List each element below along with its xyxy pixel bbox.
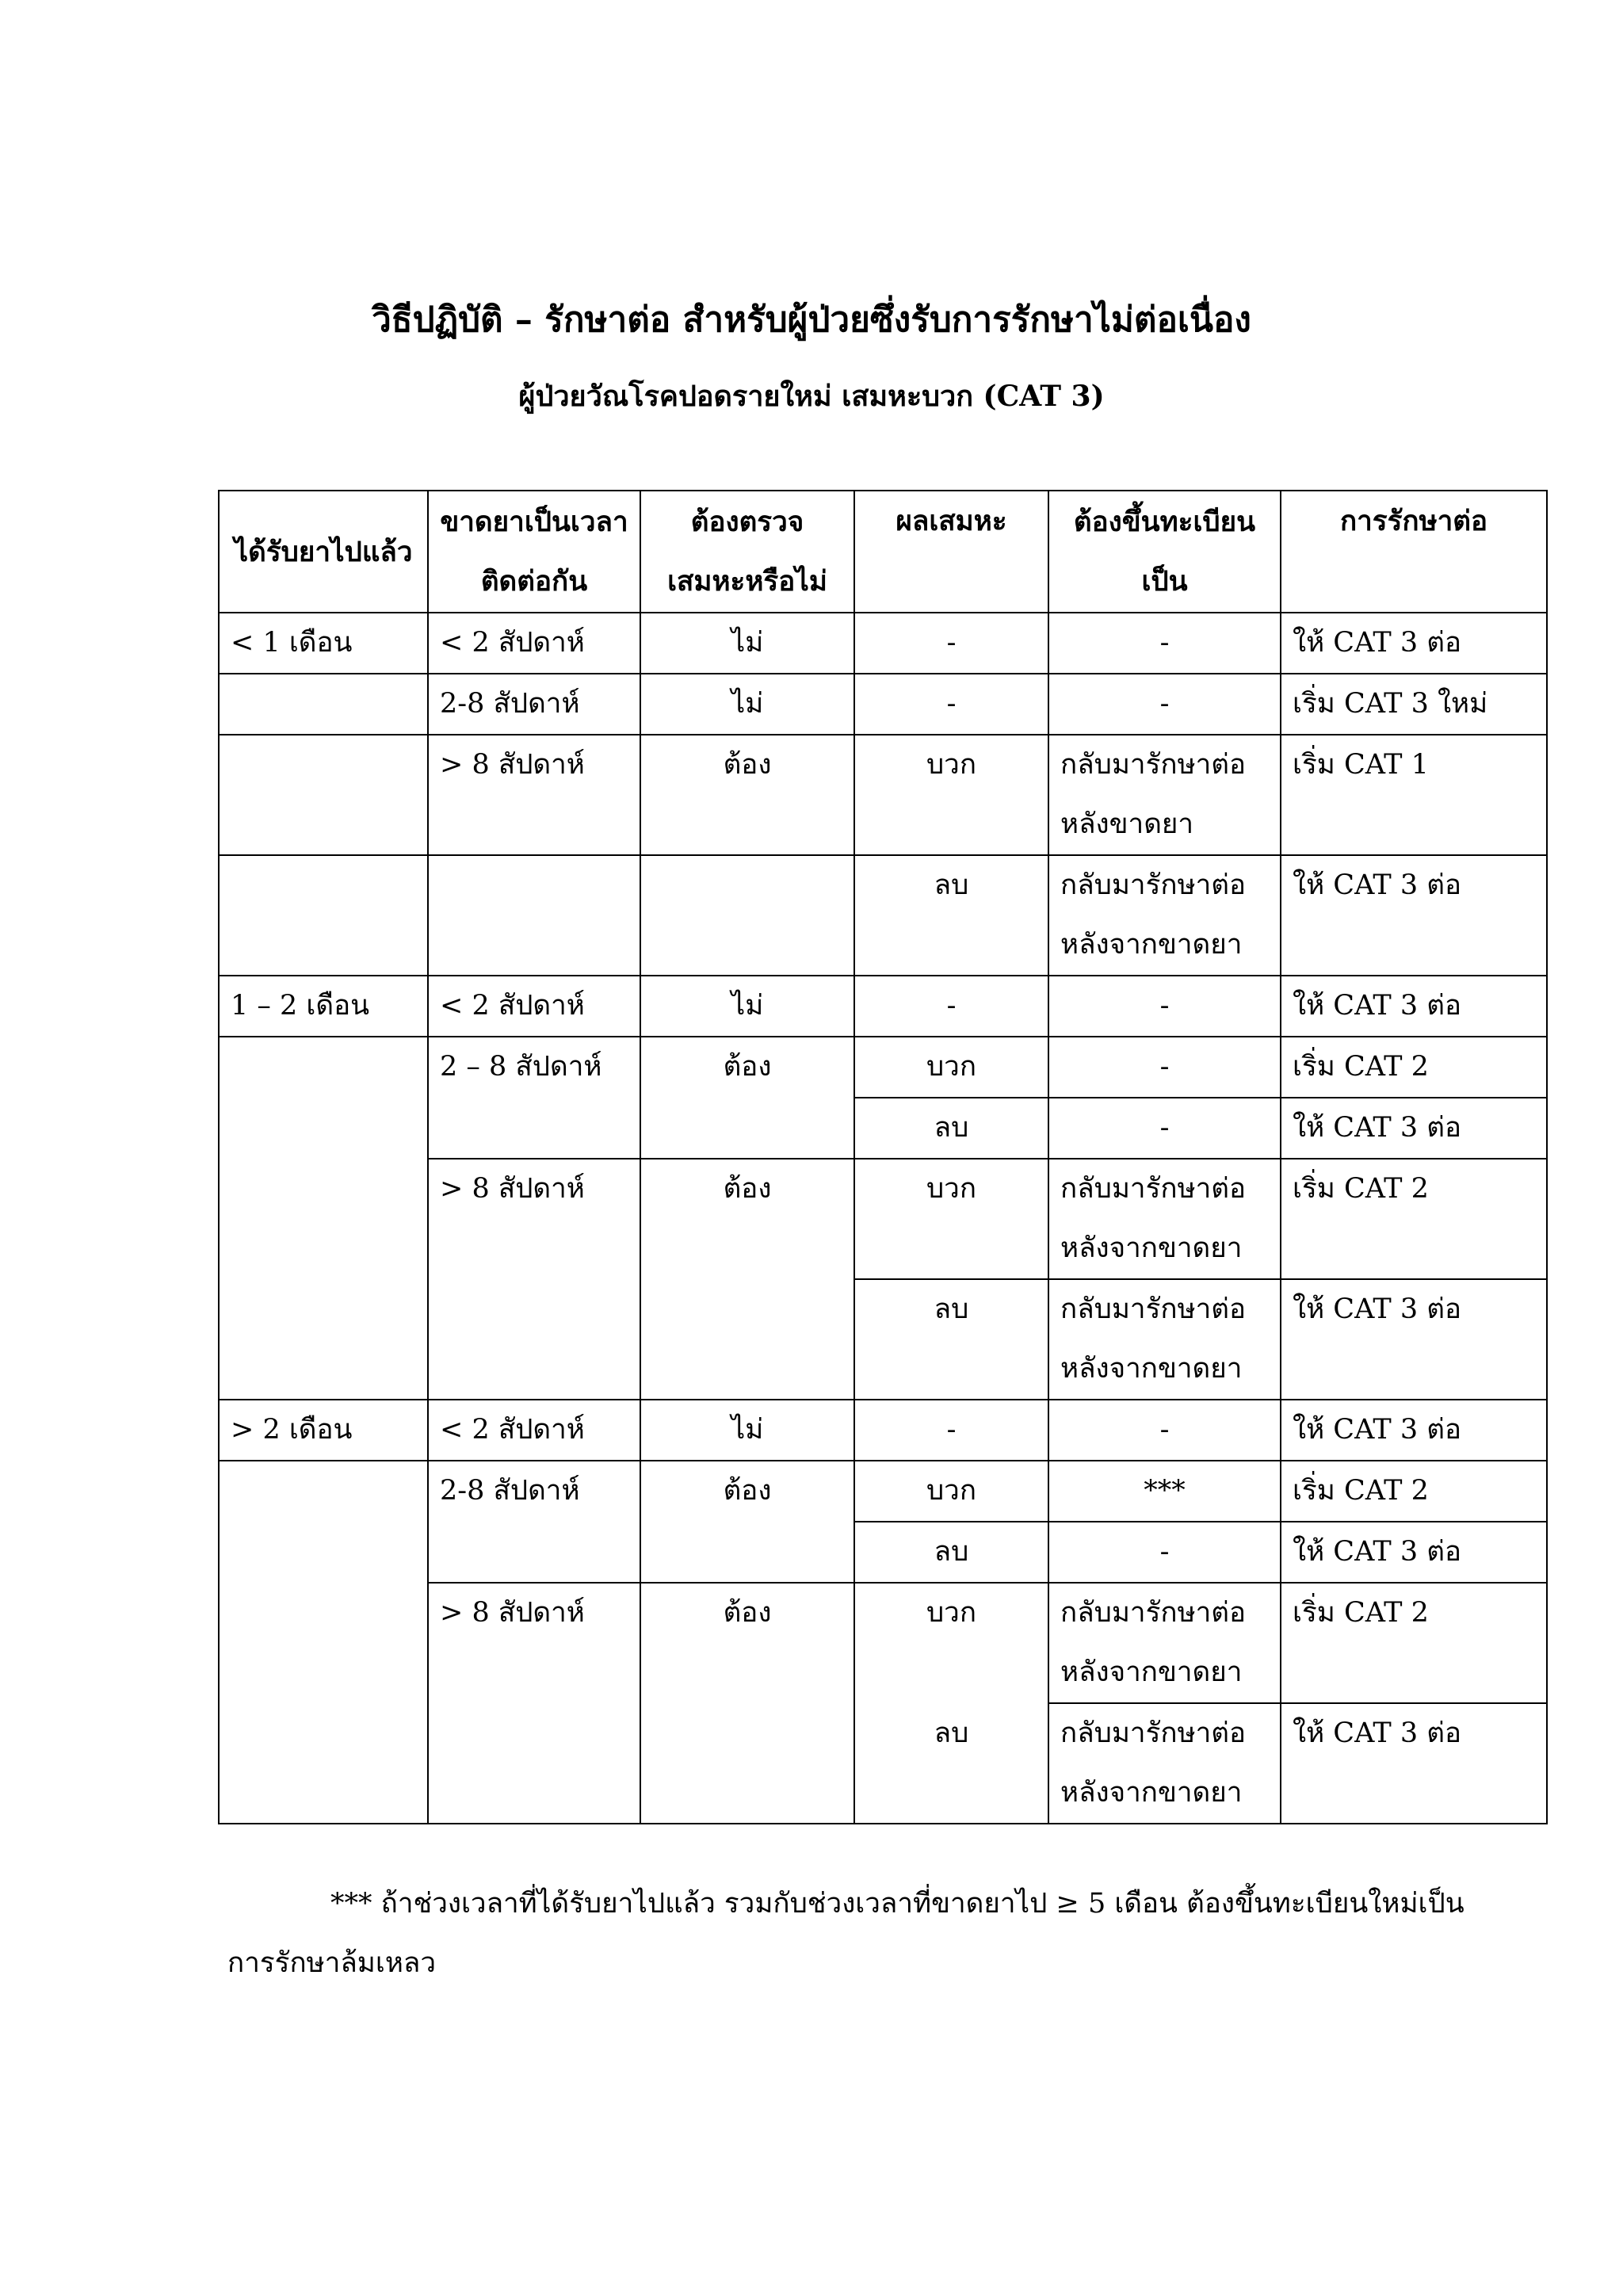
header-sputum-result <box>854 491 1048 613</box>
cell-register <box>1048 1279 1281 1400</box>
cell-received <box>219 1037 428 1400</box>
cell-register: - <box>1048 1400 1281 1461</box>
cell-treatment: ให้ CAT 3 ต่อ <box>1281 1400 1547 1461</box>
cell-missed: 2-8 สัปดาห์ <box>428 674 640 735</box>
header-missed-line1: ขาดยาเป็นเวลา <box>440 506 628 538</box>
cell-register <box>1048 735 1281 855</box>
cell-received: > 2 เดือน <box>219 1400 428 1461</box>
cell-register-line2: หลังจากขาดยา <box>1060 929 1243 961</box>
cell-register-line2: หลังจากขาดยา <box>1060 1232 1243 1264</box>
cell-treatment: เริ่ม CAT 1 <box>1281 735 1547 855</box>
cell-check: ต้อง <box>640 1037 854 1159</box>
page-title: วิธีปฏิบัติ – รักษาต่อ สำหรับผู้ป่วยซึ่งรับการรักษาไม่ต่อเนื่อง <box>372 300 1251 340</box>
header-missed-line2: ติดต่อกัน <box>480 565 588 598</box>
cell-result <box>854 1583 1048 1824</box>
cell-received: 1 – 2 เดือน <box>219 976 428 1037</box>
cell-missed: 2 – 8 สัปดาห์ <box>428 1037 640 1159</box>
cell-check: ไม่ <box>640 976 854 1037</box>
cell-treatment: เริ่ม CAT 2 <box>1281 1159 1547 1279</box>
header-sputum-check-line1: ต้องตรวจ <box>690 506 804 538</box>
header-register <box>1048 491 1281 613</box>
header-sputum-check-line2: เสมหะหรือไม่ <box>667 565 827 598</box>
cell-treatment: ให้ CAT 3 ต่อ <box>1281 1703 1547 1824</box>
cell-check: ไม่ <box>640 674 854 735</box>
cell-result: - <box>854 1400 1048 1461</box>
cell-missed <box>428 855 640 976</box>
cell-check: ต้อง <box>640 1583 854 1824</box>
cell-register-line2: หลังจากขาดยา <box>1060 1777 1243 1809</box>
cell-missed: > 8 สัปดาห์ <box>428 735 640 855</box>
cell-treatment: เริ่ม CAT 2 <box>1281 1037 1547 1098</box>
cell-check: ต้อง <box>640 1159 854 1400</box>
cell-received <box>219 855 428 976</box>
treatment-protocol-table <box>218 490 1548 1824</box>
header-received-label: ได้รับยาไปแล้ว <box>234 535 413 568</box>
header-missed <box>428 491 640 613</box>
cell-register-line1: กลับมารักษาต่อ <box>1060 749 1247 781</box>
cell-register-line2: หลังขาดยา <box>1060 808 1194 840</box>
table-header-row <box>219 491 1547 613</box>
cell-treatment: ให้ CAT 3 ต่อ <box>1281 855 1547 976</box>
cell-register-line2: หลังจากขาดยา <box>1060 1353 1243 1385</box>
cell-register: *** <box>1048 1461 1281 1522</box>
cell-missed: < 2 สัปดาห์ <box>428 613 640 674</box>
cell-missed: > 8 สัปดาห์ <box>428 1583 640 1824</box>
cell-missed: < 2 สัปดาห์ <box>428 976 640 1037</box>
cell-result: - <box>854 674 1048 735</box>
cell-result: ลบ <box>854 855 1048 976</box>
cell-treatment: เริ่ม CAT 2 <box>1281 1583 1547 1703</box>
cell-result: บวก <box>854 1461 1048 1522</box>
cell-result-positive: บวก <box>926 1597 977 1629</box>
cell-received <box>219 674 428 735</box>
table-row <box>219 1461 1547 1522</box>
cell-result: ลบ <box>854 1522 1048 1583</box>
cell-treatment: ให้ CAT 3 ต่อ <box>1281 1522 1547 1583</box>
cell-check: ไม่ <box>640 1400 854 1461</box>
footnote <box>227 1874 1559 1993</box>
cell-missed: 2-8 สัปดาห์ <box>428 1461 640 1583</box>
cell-result: ลบ <box>854 1098 1048 1159</box>
cell-result: - <box>854 613 1048 674</box>
cell-register: - <box>1048 1098 1281 1159</box>
cell-result: - <box>854 976 1048 1037</box>
header-sputum-result-label: ผลเสมหะ <box>896 505 1007 537</box>
cell-result: บวก <box>854 1037 1048 1098</box>
header-treatment-label: การรักษาต่อ <box>1339 505 1488 537</box>
cell-register: - <box>1048 1522 1281 1583</box>
page-subtitle: ผู้ป่วยวัณโรคปอดรายใหม่ เสมหะบวก (CAT 3) <box>518 380 1105 413</box>
table-row <box>219 1400 1547 1461</box>
cell-check <box>640 855 854 976</box>
cell-register-line1: กลับมารักษาต่อ <box>1060 869 1247 901</box>
cell-register: - <box>1048 1037 1281 1098</box>
footnote-line2: การรักษาล้มเหลว <box>227 1947 437 1979</box>
cell-received <box>219 1461 428 1824</box>
header-treatment <box>1281 491 1547 613</box>
cell-register <box>1048 1703 1281 1824</box>
footnote-line1: *** ถ้าช่วงเวลาที่ได้รับยาไปแล้ว รวมกับช่วงเวลาที่ขาดยาไป ≥ 5 เดือน ต้องขึ้นทะเบียนใหม่เป็น <box>330 1888 1465 1920</box>
cell-treatment: เริ่ม CAT 2 <box>1281 1461 1547 1522</box>
cell-treatment: เริ่ม CAT 3 ใหม่ <box>1281 674 1547 735</box>
cell-register <box>1048 855 1281 976</box>
cell-missed: < 2 สัปดาห์ <box>428 1400 640 1461</box>
table-row <box>219 613 1547 674</box>
cell-treatment: ให้ CAT 3 ต่อ <box>1281 1279 1547 1400</box>
cell-check: ต้อง <box>640 735 854 855</box>
cell-result: บวก <box>854 735 1048 855</box>
cell-register <box>1048 1583 1281 1703</box>
cell-register <box>1048 1159 1281 1279</box>
table-row <box>219 1037 1547 1098</box>
cell-treatment: ให้ CAT 3 ต่อ <box>1281 1098 1547 1159</box>
cell-register-line1: กลับมารักษาต่อ <box>1060 1597 1247 1629</box>
table-row <box>219 976 1547 1037</box>
cell-result: บวก <box>854 1159 1048 1279</box>
table-row <box>219 735 1547 855</box>
cell-register-line1: กลับมารักษาต่อ <box>1060 1717 1247 1749</box>
cell-received: < 1 เดือน <box>219 613 428 674</box>
cell-treatment: ให้ CAT 3 ต่อ <box>1281 613 1547 674</box>
cell-result-negative: ลบ <box>934 1717 969 1749</box>
cell-missed: > 8 สัปดาห์ <box>428 1159 640 1400</box>
header-sputum-check <box>640 491 854 613</box>
header-register-line2: เป็น <box>1141 565 1188 598</box>
cell-check: ไม่ <box>640 613 854 674</box>
header-received <box>219 491 428 613</box>
table-row <box>219 674 1547 735</box>
cell-register-line1: กลับมารักษาต่อ <box>1060 1173 1247 1205</box>
cell-treatment: ให้ CAT 3 ต่อ <box>1281 976 1547 1037</box>
table-row <box>219 855 1547 976</box>
cell-register: - <box>1048 613 1281 674</box>
cell-register-line2: หลังจากขาดยา <box>1060 1656 1243 1688</box>
cell-received <box>219 735 428 855</box>
cell-check: ต้อง <box>640 1461 854 1583</box>
cell-register: - <box>1048 674 1281 735</box>
cell-result: ลบ <box>854 1279 1048 1400</box>
header-register-line1: ต้องขึ้นทะเบียน <box>1073 506 1256 538</box>
cell-register-line1: กลับมารักษาต่อ <box>1060 1293 1247 1325</box>
cell-register: - <box>1048 976 1281 1037</box>
